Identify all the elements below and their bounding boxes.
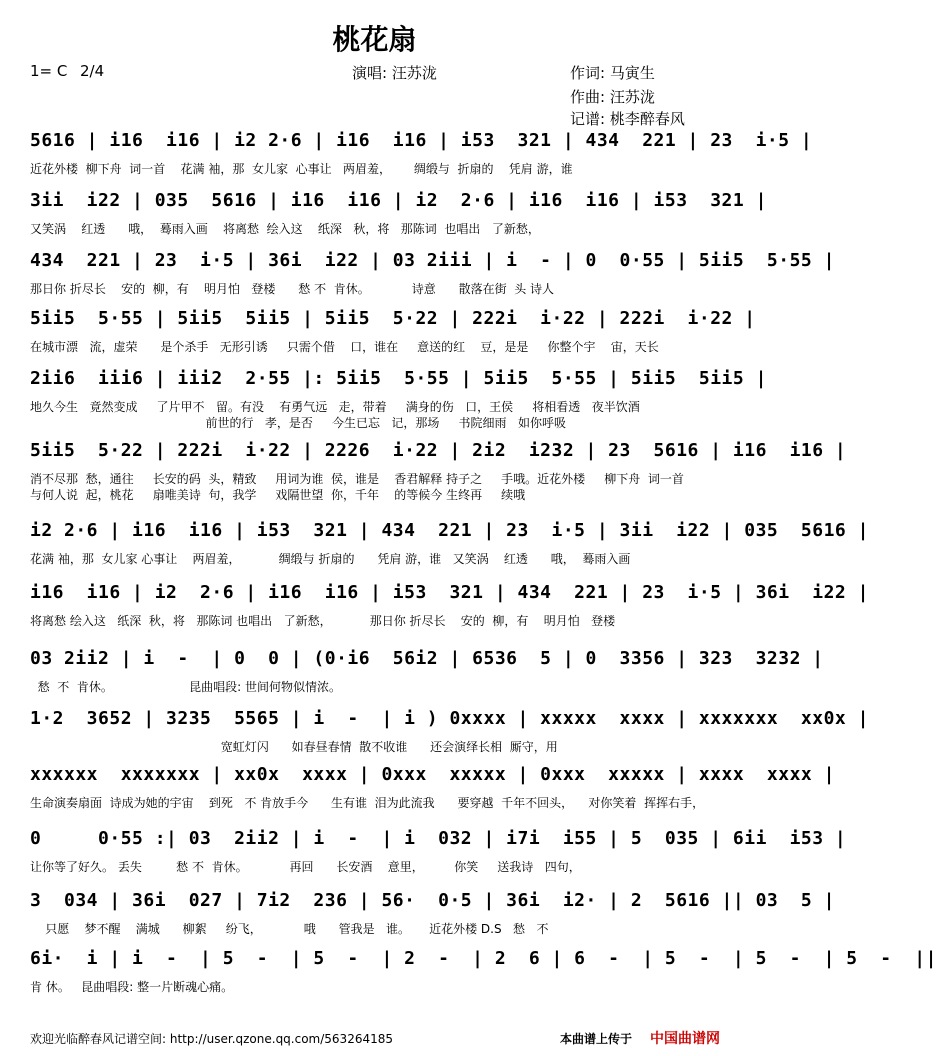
lyric-row: 将离愁 绘入这 纸深 秋，将 那陈词 也唱出 了新愁， 那日你 折尽长 安的 柳，有 明月怕 登楼	[30, 614, 616, 628]
singer: 演唱: 汪苏泷	[352, 64, 437, 82]
notation-row: 5ii5 5·22 | 222i i·22 | 2226 i·22 | 2i2 i232 | 23 5616 | i16 i16 |	[30, 440, 847, 461]
lyric-row: 肯 休。 昆曲唱段: 整一片断魂心痛。	[30, 980, 234, 994]
notation-row: 0 0·55 :| 03 2ii2 | i - | i 032 | i7i i55 | 5 035 | 6ii i53 |	[30, 828, 847, 849]
notation-row: 03 2ii2 | i - | 0 0 | (0·i6 56i2 | 6536 5 | 0 3356 | 323 3232 |	[30, 648, 824, 669]
notation-row: 3 034 | 36i 027 | 7i2 236 | 56· 0·5 | 36i i2· | 2 5616 || 03 5 |	[30, 890, 835, 911]
notation-row: 5616 | i16 i16 | i2 2·6 | i16 i16 | i53 321 | 434 221 | 23 i·5 |	[30, 130, 813, 151]
notation-row: 5ii5 5·55 | 5ii5 5ii5 | 5ii5 5·22 | 222i i·22 | 222i i·22 |	[30, 308, 756, 329]
score-line	[30, 828, 847, 888]
notation-row: i16 i16 | i2 2·6 | i16 i16 | i53 321 | 434 221 | 23 i·5 | 36i i22 |	[30, 582, 869, 603]
score-line	[30, 520, 869, 580]
score-line	[30, 648, 824, 708]
lyric-row: 近花外楼 柳下舟 词一首 花满 袖，那 女儿家 心事让 两眉羞， 绸缎与 折扇的 凭肩 游，谁	[30, 162, 573, 176]
lyric-row: 地久今生 竟然变成 了片甲不 留。有没 有勇气远 走，带着 满身的伤 口，王侯 将相看透 夜半饮酒	[30, 400, 640, 414]
score-line	[30, 582, 869, 642]
key-signature: 1= C	[30, 62, 68, 80]
score-line	[30, 250, 835, 310]
footer-right: 本曲谱上传于	[560, 1032, 633, 1046]
composer: 作曲: 汪苏泷	[570, 88, 655, 106]
score-line	[30, 130, 813, 190]
notation-row: 6i· i | i - | 5 - | 5 - | 2 - | 2 6 | 6 - | 5 - | 5 - | 5 - ||	[30, 948, 937, 969]
lyric-row: 花满 袖，那 女儿家 心事让 两眉羞， 绸缎与 折扇的 凭肩 游，谁 又笑涡 红透 哦， 蓦雨入画	[30, 552, 631, 566]
score-line	[30, 190, 767, 250]
score-line	[30, 440, 847, 502]
notation-row: 1·2 3652 | 3235 5565 | i - | i ) 0xxxx | xxxxx xxxx | xxxxxxx xx0x |	[30, 708, 869, 729]
lyricist: 作词: 马寅生	[570, 64, 655, 82]
lyric-row: 愁 不 肯休。 昆曲唱段: 世间何物似情浓。	[30, 680, 342, 694]
lyric-row: 宽虹灯闪 如春昼春情 散不收谁 还会演绎长相 厮守，用	[30, 740, 558, 754]
notation-row: 434 221 | 23 i·5 | 36i i22 | 03 2iii | i - | 0 0·55 | 5ii5 5·55 |	[30, 250, 835, 271]
score-line	[30, 368, 767, 430]
lyric-row: 消不尽那 愁，通往 长安的码 头，精致 用词为谁 侯，谁是 香君解释 持子之 手哦。近花外楼 柳下舟 词一首	[30, 472, 684, 486]
score-line	[30, 764, 835, 824]
notation-row: 2ii6 iii6 | iii2 2·55 |: 5ii5 5·55 | 5ii5 5·55 | 5ii5 5ii5 |	[30, 368, 767, 389]
lyric-row: 那日你 折尽长 安的 柳，有 明月怕 登楼 愁 不 肯休。 诗意 散落在街 头 诗人	[30, 282, 555, 296]
site-logo: 中国曲谱网	[650, 1031, 720, 1047]
score-line	[30, 948, 937, 1008]
lyric-row: 在城市漂 流，虚荣 是个杀手 无形引诱 只需个借 口，谁在 意送的红 豆，是是 你整个宇 宙，天长	[30, 340, 659, 354]
lyric-row: 只愿 梦不醒 满城 柳絮 纷飞， 哦 管我是 谁。 近花外楼 D.S 愁 不	[30, 922, 549, 936]
notation-row: 3ii i22 | 035 5616 | i16 i16 | i2 2·6 | i16 i16 | i53 321 |	[30, 190, 767, 211]
page-title: 桃花扇	[332, 23, 417, 56]
score-line	[30, 708, 869, 768]
lyric-row-2: 与何人说 起，桃花 扇唯美诗 句，我学 戏隔世望 你，千年 的等候今 生终再 续哦	[30, 488, 526, 502]
footer-left: 欢迎光临醉春风记谱空间: http://user.qzone.qq.com/563264185	[30, 1032, 394, 1046]
notation-row: xxxxxx xxxxxxx | xx0x xxxx | 0xxx xxxxx | 0xxx xxxxx | xxxx xxxx |	[30, 764, 835, 785]
lyric-row: 让你等了好久。 丢失 愁 不 肯休。 再回 长安酒 意里， 你笑 送我诗 四句，	[30, 860, 581, 874]
lyric-row-2: 前世的行 孝，是否 今生已忘 记，那场 书院细雨 如你呼吸	[30, 416, 566, 430]
lyric-row: 生命演奏扇面 诗成为她的宇宙 到死 不 肯放手今 生有谁 泪为此流我 要穿越 千年不回头， 对你笑着 挥挥右手，	[30, 796, 705, 810]
lyric-row: 又笑涡 红透 哦， 蓦雨入画 将离愁 绘入这 纸深 秋，将 那陈词 也唱出 了新愁，	[30, 222, 540, 236]
score-line	[30, 890, 835, 950]
time-signature: 2/4	[80, 62, 105, 80]
notation-row: i2 2·6 | i16 i16 | i53 321 | 434 221 | 23 i·5 | 3ii i22 | 035 5616 |	[30, 520, 869, 541]
score-line	[30, 308, 756, 368]
transcriber: 记谱: 桃李醉春风	[570, 110, 685, 128]
